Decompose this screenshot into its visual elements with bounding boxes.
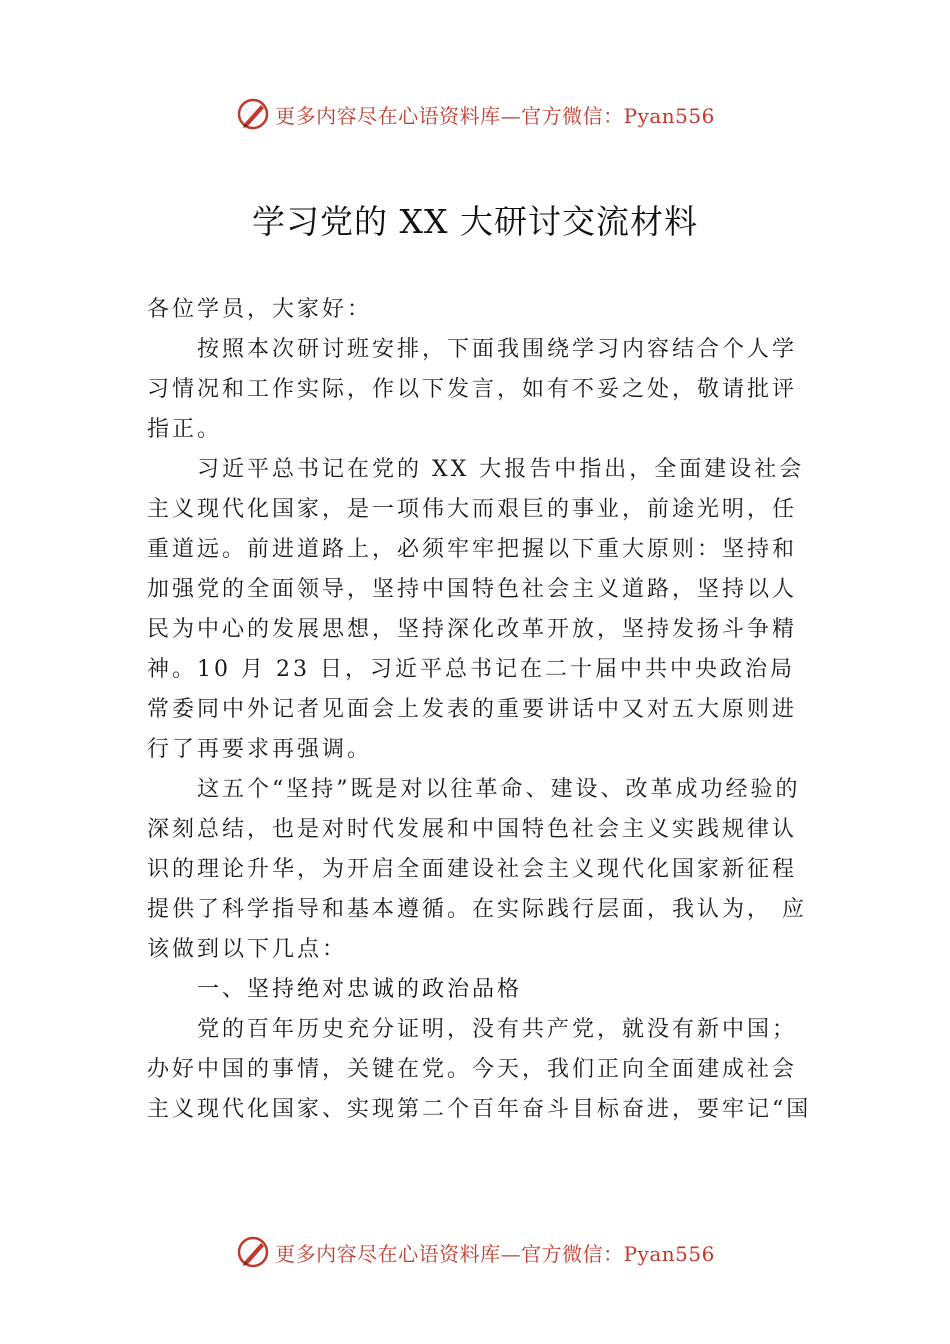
body-paragraph-3: 这五个“坚持”既是对以往革命、建设、改革成功经验的深刻总结，也是对时代发展和中国特色社会主义实践规律认识的理论升华，为开启全面建设社会主义现代化国家新征程提供了科学指导和基本遵循。在实际践行层面，我认为， 应该做到以下几点： [147,777,807,962]
footer-watermark-banner [0,1232,950,1272]
footer-watermark-text: 更多内容尽在心语资料库—官方微信：Pyan556 [275,1241,715,1266]
section-paragraph: 党的百年历史充分证明，没有共产党，就没有新中国；办好中国的事情，关键在党。今天，我们正向全面建成社会主义现代化国家、实现第二个百年奋斗目标奋进，要牢记“国 [147,1017,812,1122]
pen-logo-icon [235,96,271,132]
body-paragraph-1: 按照本次研讨班安排，下面我围绕学习内容结合个人学习情况和工作实际，作以下发言，如有不妥之处，敬请批评指正。 [147,337,798,442]
pen-logo-icon [235,1234,271,1270]
document-body [147,290,817,1130]
body-paragraph-2: 习近平总书记在党的 XX 大报告中指出，全面建设社会主义现代化国家，是一项伟大而艰巨的事业，前途光明，任重道远。前进道路上，必须牢牢把握以下重大原则：坚持和加强党的全面领导，坚持中国特色社会主义道路，坚持以人民为中心的发展思想，坚持深化改革开放，坚持发扬斗争精神。10 月 23 日，习近平总书记在二十届中共中央政治局常委同中外记者见面会上发表的重要讲话中又对五大原则进行了再要求再强调。 [147,457,805,762]
header-watermark-text: 更多内容尽在心语资料库—官方微信：Pyan556 [275,103,715,128]
header-watermark-banner [0,94,950,134]
document-title: 学习党的 XX 大研讨交流材料 [252,202,698,241]
greeting-line: 各位学员，大家好： [147,297,373,322]
section-heading: 一、坚持绝对忠诚的政治品格 [197,977,523,1002]
